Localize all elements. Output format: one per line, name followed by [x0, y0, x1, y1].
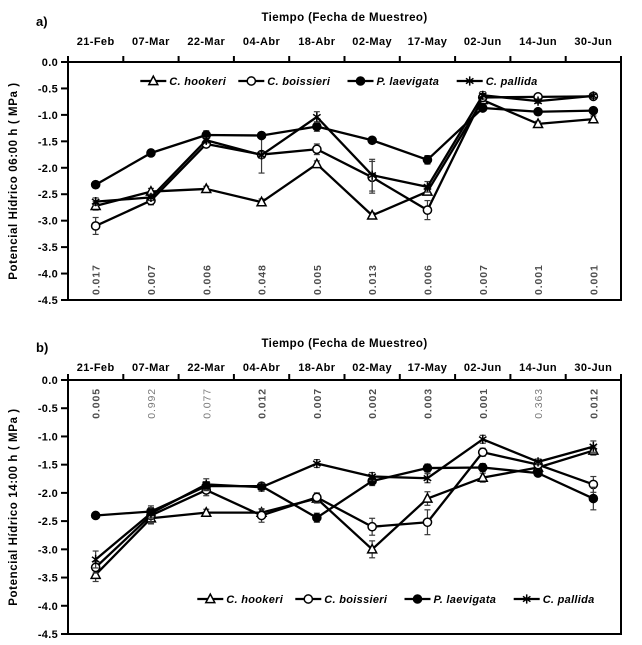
y-axis-tick-label: -2.5 [37, 189, 58, 202]
panel-a-letter: a) [36, 14, 48, 29]
legend-marker-circle-open [247, 77, 255, 85]
x-axis-date-label: 04-Abr [242, 362, 281, 374]
y-axis-tick-label: -3.5 [37, 572, 58, 585]
legend-marker-circle-filled [413, 595, 422, 604]
data-point-circle-open [92, 222, 100, 230]
legend-label: C. boissieri [267, 76, 331, 88]
data-point-circle-open [368, 523, 376, 531]
data-point-circle-filled [313, 513, 322, 522]
x-axis-date-label: 02-May [352, 362, 393, 374]
data-point-circle-open [313, 493, 321, 501]
x-axis-date-label: 02-Jun [463, 36, 502, 48]
p-value-label: 0.001 [588, 264, 601, 295]
legend-label: C. pallida [485, 76, 538, 88]
p-value-label: 0.017 [90, 264, 103, 295]
data-point-circle-filled [478, 463, 487, 472]
y-axis-tick-label: -1.5 [37, 136, 58, 149]
y-axis-tick-label: -0.5 [37, 83, 58, 96]
panel-b-ylabel: Potencial Hídrico 14:00 h ( MPa ) [8, 408, 20, 606]
x-axis-date-label: 14-Jun [519, 362, 557, 374]
y-axis-tick-label: -1.0 [37, 431, 58, 444]
y-axis-tick-label: -2.0 [37, 487, 58, 500]
y-axis-tick-label: -3.0 [37, 215, 58, 228]
data-point-circle-filled [423, 464, 432, 473]
data-point-circle-open [257, 511, 265, 519]
p-value-label: 0.006 [201, 264, 214, 295]
series-line-circle-filled [96, 467, 594, 517]
data-point-circle-filled [589, 106, 598, 115]
data-point-circle-filled [368, 136, 377, 145]
x-axis-date-label: 07-Mar [132, 36, 170, 48]
x-axis-date-label: 02-May [352, 36, 393, 48]
data-point-circle-filled [534, 469, 543, 478]
p-value-label: 0.363 [533, 388, 546, 419]
data-point-circle-open [423, 206, 431, 214]
data-point-circle-filled [313, 122, 322, 131]
legend-label: C. hookeri [169, 76, 227, 88]
x-axis-date-label: 21-Feb [76, 362, 115, 374]
p-value-label: 0.007 [311, 388, 324, 419]
p-value-label: 0.992 [145, 388, 158, 419]
p-value-label: 0.005 [90, 388, 103, 419]
p-value-label: 0.001 [477, 388, 490, 419]
panel-a-title: Tiempo (Fecha de Muestreo) [261, 12, 428, 24]
p-value-label: 0.077 [201, 388, 214, 419]
p-value-label: 0.005 [311, 264, 324, 295]
x-axis-date-label: 14-Jun [519, 36, 557, 48]
panel-b-letter: b) [36, 340, 49, 355]
data-point-circle-open [313, 145, 321, 153]
p-value-label: 0.007 [477, 264, 490, 295]
p-value-label: 0.012 [588, 388, 601, 419]
legend-marker-circle-open [304, 595, 312, 603]
panel-a-ylabel: Potencial Hídrico 06:00 h ( MPa ) [8, 82, 20, 280]
legend-marker-circle-filled [356, 77, 365, 86]
p-value-label: 0.012 [256, 388, 269, 419]
y-axis-tick-label: -0.5 [37, 403, 58, 416]
x-axis-date-label: 22-Mar [187, 362, 226, 374]
data-point-circle-open [479, 448, 487, 456]
y-axis-tick-label: -4.5 [37, 629, 58, 641]
legend-label: C. boissieri [324, 594, 388, 606]
y-axis-tick-label: -4.5 [37, 295, 58, 307]
p-value-label: 0.006 [422, 264, 435, 295]
x-axis-date-label: 30-Jun [574, 36, 613, 48]
x-axis-date-label: 18-Abr [298, 362, 336, 374]
series-line-triangle-open [96, 100, 594, 215]
data-point-circle-filled [589, 494, 598, 503]
x-axis-date-label: 21-Feb [76, 36, 115, 48]
x-axis-date-label: 02-Jun [463, 362, 502, 374]
x-axis-date-label: 04-Abr [242, 36, 281, 48]
data-point-circle-filled [257, 131, 266, 140]
data-point-circle-open [423, 518, 431, 526]
y-axis-tick-label: -1.5 [37, 459, 58, 472]
data-point-circle-filled [91, 180, 100, 189]
y-axis-tick-label: -3.5 [37, 242, 58, 255]
x-axis-date-label: 22-Mar [187, 36, 226, 48]
panel-b-title: Tiempo (Fecha de Muestreo) [261, 338, 428, 350]
x-axis-date-label: 07-Mar [132, 362, 170, 374]
x-axis-date-label: 17-May [407, 362, 448, 374]
legend-label: C. pallida [542, 594, 595, 606]
p-value-label: 0.048 [256, 264, 269, 295]
legend-label: P. laevigata [376, 76, 440, 88]
p-value-label: 0.013 [367, 264, 380, 295]
y-axis-tick-label: -3.0 [37, 544, 58, 557]
data-point-circle-filled [423, 156, 432, 165]
data-point-circle-filled [91, 511, 100, 520]
data-point-circle-filled [147, 149, 156, 158]
y-axis-tick-label: 0.0 [41, 375, 58, 387]
y-axis-tick-label: -1.0 [37, 109, 58, 122]
y-axis-tick-label: -2.5 [37, 516, 58, 529]
y-axis-tick-label: 0.0 [41, 57, 58, 69]
p-value-label: 0.001 [533, 264, 546, 295]
y-axis-tick-label: -4.0 [37, 600, 58, 613]
legend-label: P. laevigata [433, 594, 497, 606]
legend-label: C. hookeri [226, 594, 284, 606]
data-point-circle-filled [534, 107, 543, 116]
y-axis-tick-label: -4.0 [37, 268, 58, 281]
x-axis-date-label: 18-Abr [298, 36, 336, 48]
p-value-label: 0.003 [422, 388, 435, 419]
x-axis-date-label: 30-Jun [574, 362, 613, 374]
y-axis-tick-label: -2.0 [37, 162, 58, 175]
x-axis-date-label: 17-May [407, 36, 448, 48]
data-point-circle-filled [478, 104, 487, 113]
data-point-triangle-open [312, 159, 321, 168]
p-value-label: 0.007 [145, 264, 158, 295]
p-value-label: 0.002 [367, 388, 380, 419]
